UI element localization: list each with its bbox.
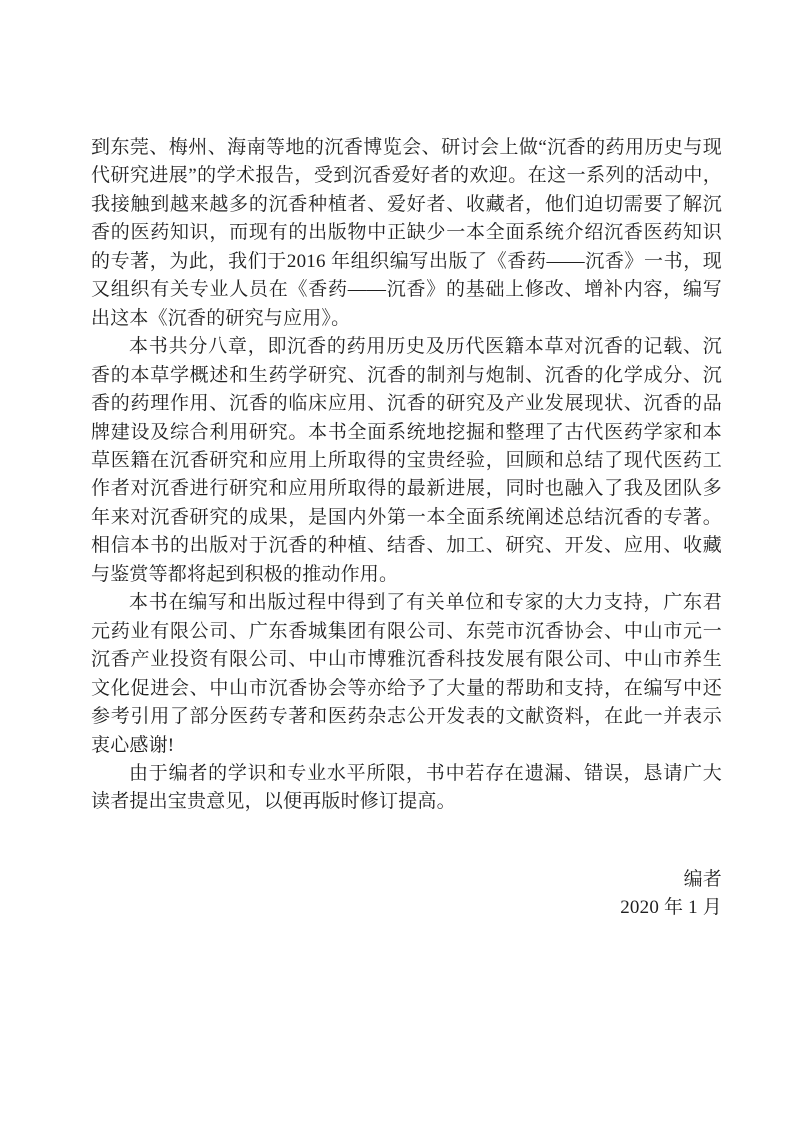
paragraph-errata-note: 由于编者的学识和专业水平所限，书中若存在遗漏、错误，恳请广大读者提出宝贵意见，以便再版时修订提高。 (91, 762, 722, 813)
paragraph-continuation: 到东莞、梅州、海南等地的沉香博览会、研讨会上做“沉香的药用历史与现代研究进展”的学术报告，受到沉香爱好者的欢迎。在这一系列的活动中，我接触到越来越多的沉香种植者、爱好者、收藏者，他们迫切需要了解沉香的医药知识，而现有的出版物中正缺少一本全面系统介绍沉香医药知识的专著，为此，我们于2016 年组织编写出版了《香药——沉香》一书，现又组织有关专业人员在《香药——沉香》的基础上修改、增补内容，编写出这本《沉香的研究与应用》。 (91, 137, 722, 329)
paragraph-chapter-overview: 本书共分八章，即沉香的药用历史及历代医籍本草对沉香的记载、沉香的本草学概述和生药学研究、沉香的制剂与炮制、沉香的化学成分、沉香的药理作用、沉香的临床应用、沉香的研究及产业发展现状、沉香的品牌建设及综合利用研究。本书全面系统地挖掘和整理了古代医药学家和本草医籍在沉香研究和应用上所取得的宝贵经验，回顾和总结了现代医药工作者对沉香进行研究和应用所取得的最新进展，同时也融入了我及团队多年来对沉香研究的成果，是国内外第一本全面系统阐述总结沉香的专著。相信本书的出版对于沉香的种植、结香、加工、研究、开发、应用、收藏与鉴赏等都将起到积极的推动作用。 (91, 336, 722, 585)
signature-block (91, 866, 722, 923)
signature-author: 编者 (683, 868, 722, 890)
body-text-block (91, 134, 722, 923)
paragraph-acknowledgements: 本书在编写和出版过程中得到了有关单位和专家的大力支持，广东君元药业有限公司、广东香城集团有限公司、东莞市沉香协会、中山市元一沉香产业投资有限公司、中山市博雅沉香科技发展有限公司、中山市养生文化促进会、中山市沉香协会等亦给予了大量的帮助和支持，在编写中还参考引用了部分医药专著和医药杂志公开发表的文献资料，在此一并表示衷心感谢! (91, 592, 722, 756)
signature-date: 2020 年 1 月 (620, 897, 722, 919)
